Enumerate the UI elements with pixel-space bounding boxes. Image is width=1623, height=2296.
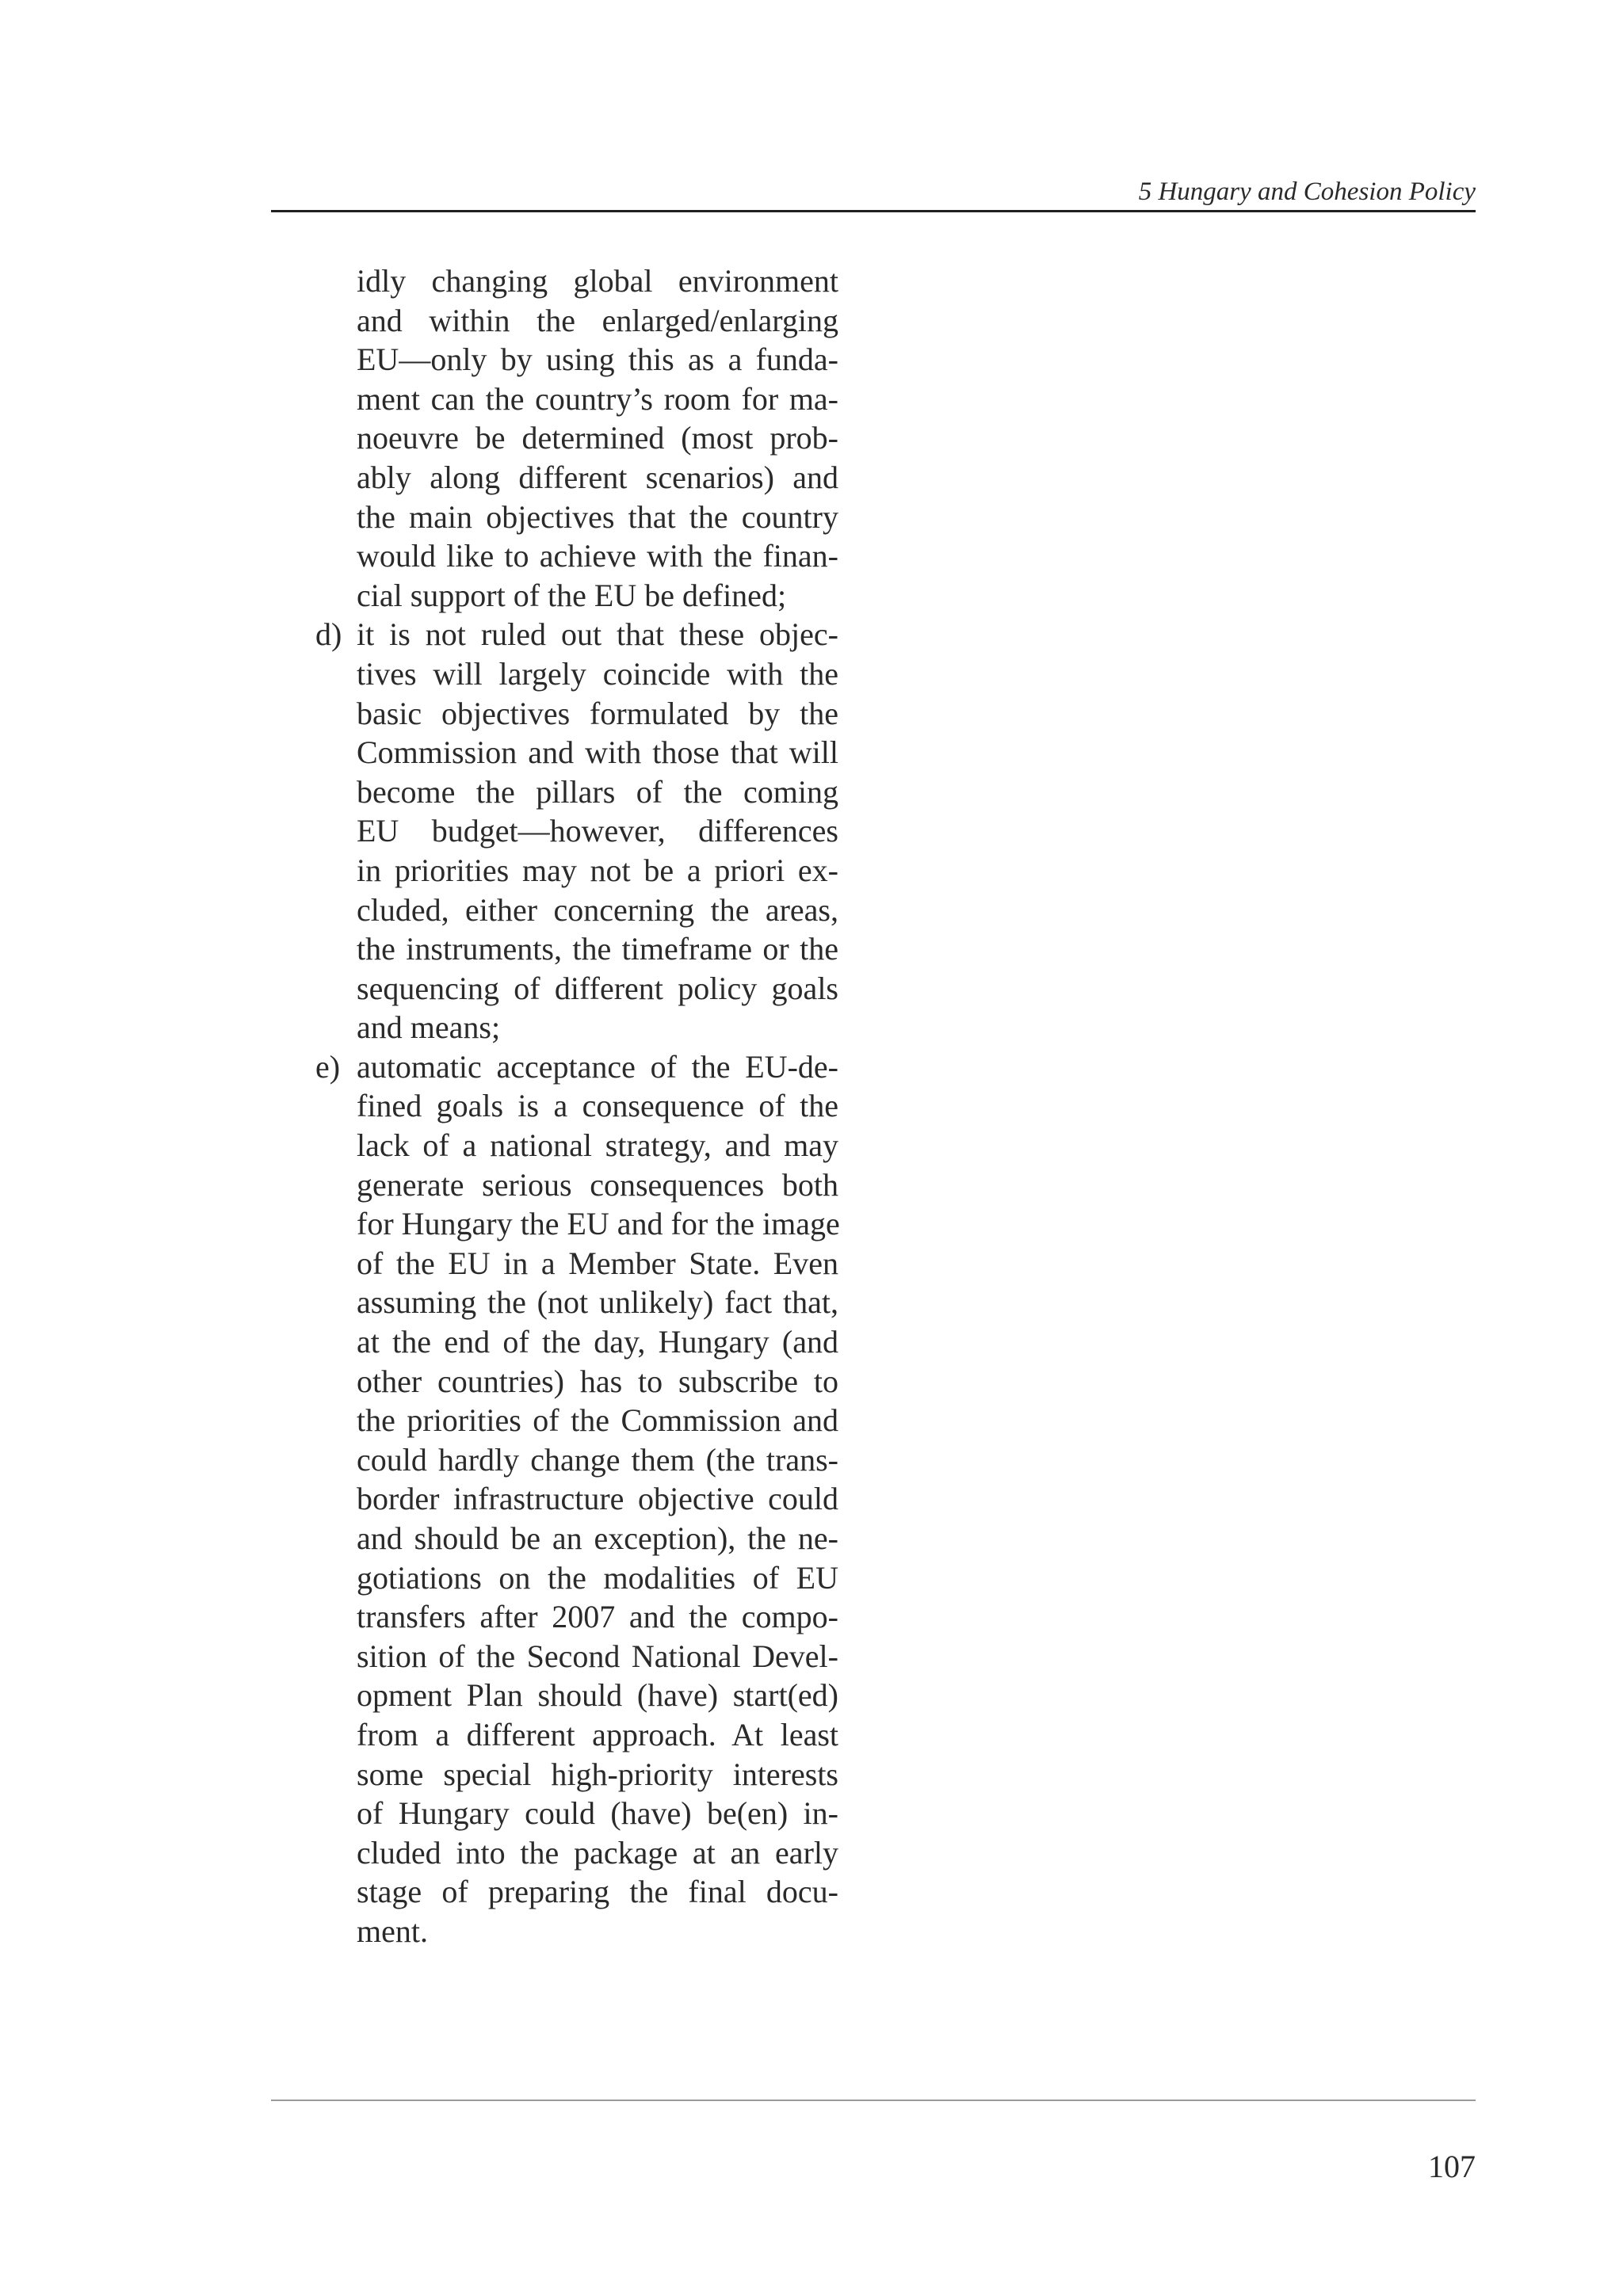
text-line (268, 458, 838, 498)
line-text: border infrastructure objective could (357, 1481, 838, 1517)
page-number: 107 (1428, 2149, 1476, 2184)
text-line (268, 1519, 838, 1558)
line-text: idly changing global environment (357, 263, 838, 299)
text-line (268, 1126, 838, 1165)
list-item-marker: e) (315, 1048, 341, 1085)
line-text: would like to achieve with the finan- (357, 538, 838, 574)
text-line (268, 654, 838, 694)
text-line (268, 261, 838, 301)
line-text: other countries) has to subscribe to (357, 1363, 838, 1399)
body-text-column (268, 261, 838, 1951)
text-line (268, 1244, 838, 1283)
text-line (268, 1833, 838, 1873)
text-line (268, 498, 838, 537)
line-text: generate serious consequences both (357, 1166, 838, 1203)
text-line (268, 1204, 838, 1244)
line-text: ment can the country’s room for ma- (357, 380, 838, 417)
line-text: could hardly change them (the trans- (357, 1441, 838, 1478)
line-text: fined goals is a consequence of the (357, 1088, 838, 1124)
text-line (268, 1912, 838, 1951)
text-line (268, 1755, 838, 1794)
line-text: the priorities of the Commission and (357, 1402, 838, 1439)
text-line (268, 340, 838, 379)
text-line (268, 615, 838, 654)
text-line (268, 1401, 838, 1440)
line-text: it is not ruled out that these objec- (357, 616, 838, 653)
text-line (268, 1558, 838, 1598)
line-text: cial support of the EU be defined; (357, 577, 787, 613)
line-text: from a different approach. At least (357, 1716, 838, 1753)
text-line (268, 969, 838, 1009)
line-text: of Hungary could (have) be(en) in- (357, 1795, 838, 1832)
line-text: gotiations on the modalities of EU (357, 1559, 838, 1596)
line-text: become the pillars of the coming (357, 773, 838, 810)
line-text: of the EU in a Member State. Even (357, 1245, 838, 1281)
text-line (268, 1479, 838, 1519)
line-text: opment Plan should (have) start(ed) (357, 1677, 838, 1714)
line-text: assuming the (not unlikely) fact that, (357, 1284, 838, 1321)
text-line (268, 1008, 838, 1047)
line-text: at the end of the day, Hungary (and (357, 1324, 838, 1360)
line-text: the main objectives that the country (357, 498, 838, 535)
list-item-marker: d) (315, 616, 342, 653)
text-line (268, 1637, 838, 1676)
line-text: cluded into the package at an early (357, 1834, 838, 1871)
line-text: tives will largely coincide with the (357, 655, 838, 692)
line-text: and means; (357, 1009, 501, 1046)
text-line (268, 1872, 838, 1912)
text-line (268, 891, 838, 930)
header-rule (271, 210, 1476, 212)
text-line (268, 576, 838, 616)
text-line (268, 694, 838, 734)
line-text: automatic acceptance of the EU-de- (357, 1048, 838, 1085)
text-line (268, 1440, 838, 1480)
line-text: in priorities may not be a priori ex- (357, 852, 838, 888)
line-text: EU budget—however, differences (357, 813, 838, 849)
text-line (268, 851, 838, 891)
text-line (268, 301, 838, 341)
text-line (268, 1676, 838, 1715)
text-line (268, 929, 838, 969)
text-line (268, 1283, 838, 1322)
line-text: and within the enlarged/enlarging (357, 302, 838, 338)
text-line (268, 772, 838, 812)
line-text: ably along different scenarios) and (357, 459, 838, 495)
footer-rule (271, 2100, 1476, 2101)
line-text: sequencing of different policy goals (357, 970, 838, 1006)
text-line (268, 1086, 838, 1126)
text-line (268, 1322, 838, 1362)
line-text: noeuvre be determined (most prob- (357, 420, 838, 456)
text-line (268, 536, 838, 576)
text-line (268, 1715, 838, 1755)
line-text: Commission and with those that will (357, 734, 838, 771)
text-line (268, 418, 838, 458)
line-text: transfers after 2007 and the compo- (357, 1599, 838, 1635)
line-text: lack of a national strategy, and may (357, 1127, 838, 1164)
line-text: ment. (357, 1913, 428, 1949)
line-text: cluded, either concerning the areas, (357, 891, 838, 928)
line-text: basic objectives formulated by the (357, 695, 838, 731)
line-text: EU—only by using this as a funda- (357, 341, 838, 378)
text-line (268, 379, 838, 419)
line-text: stage of preparing the final docu- (357, 1874, 838, 1910)
text-line (268, 1362, 838, 1402)
line-text: sition of the Second National Devel- (357, 1638, 838, 1674)
text-line (268, 1047, 838, 1087)
text-line (268, 733, 838, 772)
line-text: and should be an exception), the ne- (357, 1520, 838, 1556)
running-header-title: 5 Hungary and Cohesion Policy (1138, 177, 1476, 206)
text-line (268, 1794, 838, 1833)
line-text: some special high-priority interests (357, 1756, 838, 1792)
text-line (268, 1165, 838, 1205)
text-line (268, 1597, 838, 1637)
text-line (268, 811, 838, 851)
line-text: for Hungary the EU and for the image (357, 1206, 840, 1242)
line-text: the instruments, the timeframe or the (357, 931, 838, 967)
